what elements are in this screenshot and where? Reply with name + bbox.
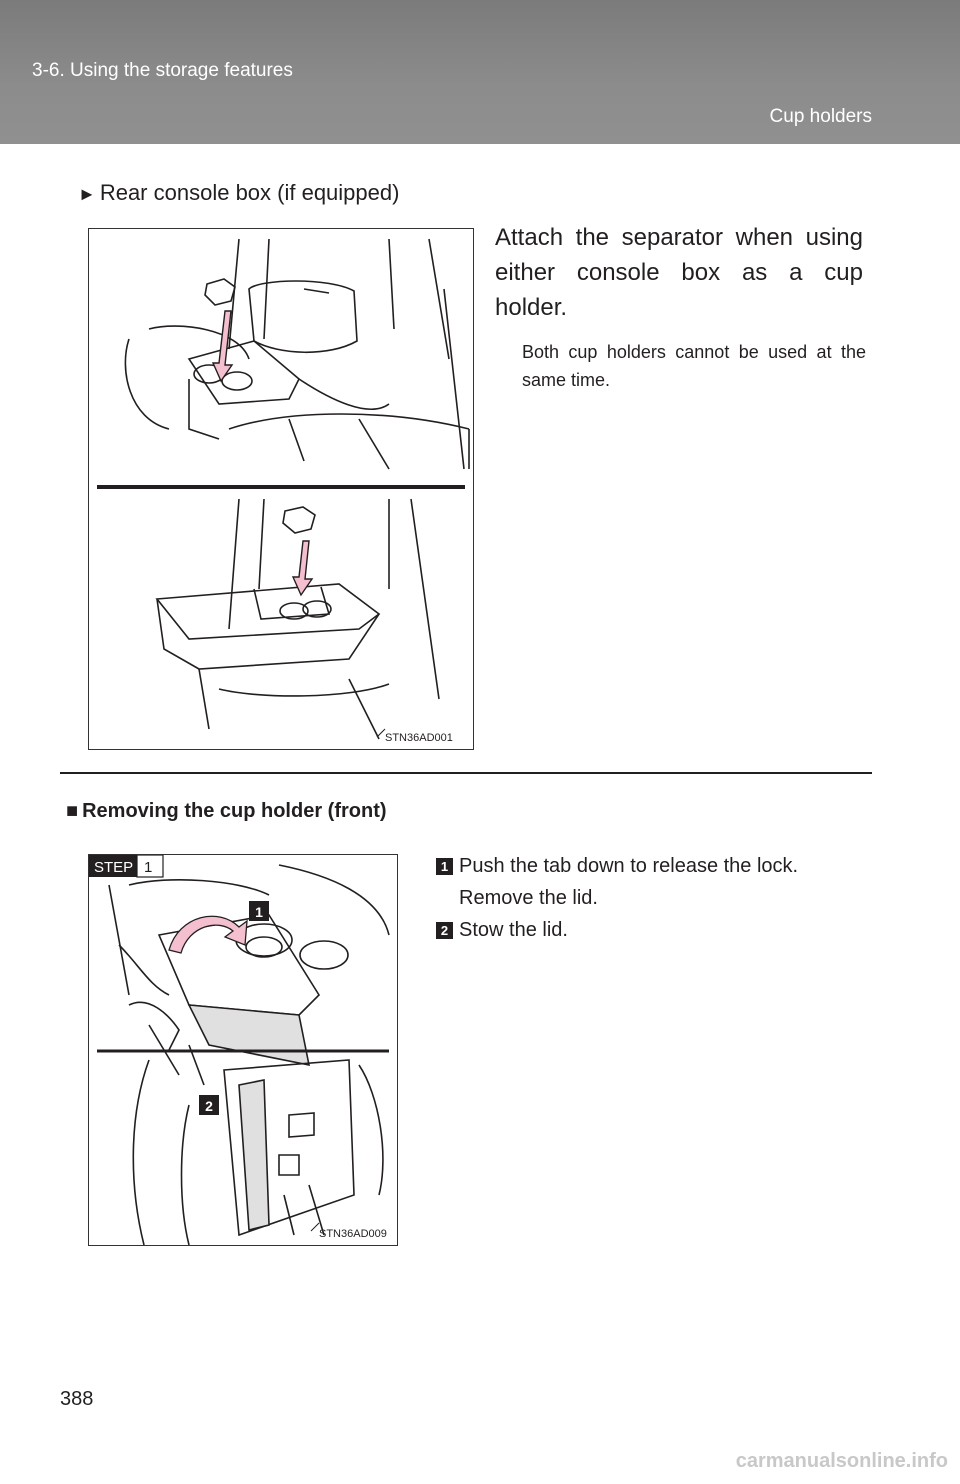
rear-console-illustration <box>88 228 474 750</box>
rear-console-drawing <box>89 229 473 749</box>
watermark: carmanualsonline.info <box>735 1450 948 1472</box>
step-2 <box>436 914 876 946</box>
step-2-number: 2 <box>436 922 453 939</box>
rear-console-heading <box>78 180 399 206</box>
rear-console-instruction: Attach the separator when using either console box as a cup holder. <box>495 224 863 321</box>
step-2-text: Stow the lid. <box>459 919 568 941</box>
step-1-number: 1 <box>436 858 453 875</box>
front-removal-title <box>66 800 387 823</box>
subsection-title: Cup holders <box>769 106 872 127</box>
square-bullet-icon: ■ <box>66 800 79 822</box>
rear-console-note: Both cup holders cannot be used at the same time. <box>522 342 866 390</box>
section-divider <box>60 772 872 774</box>
callout-1: 1 <box>255 904 263 920</box>
front-figure-code: STN36AD009 <box>319 1228 387 1240</box>
triangle-bullet-icon: ► <box>78 184 96 204</box>
page-number: 388 <box>60 1388 94 1410</box>
step-badge-number: 1 <box>144 859 153 876</box>
rear-figure-code: STN36AD001 <box>385 732 453 744</box>
callout-2: 2 <box>205 1098 213 1114</box>
section-title: 3-6. Using the storage features <box>32 60 293 81</box>
step-badge-label: STEP <box>94 859 134 876</box>
front-removal-illustration <box>88 854 398 1246</box>
step-1 <box>436 850 876 914</box>
rear-console-heading-text: Rear console box (if equipped) <box>99 180 400 205</box>
page-header <box>0 0 960 144</box>
step-1-text: Push the tab down to release the lock. Remove the lid. <box>459 855 799 909</box>
front-removal-drawing <box>89 855 397 1245</box>
front-removal-title-text: Removing the cup holder (front) <box>82 800 387 822</box>
